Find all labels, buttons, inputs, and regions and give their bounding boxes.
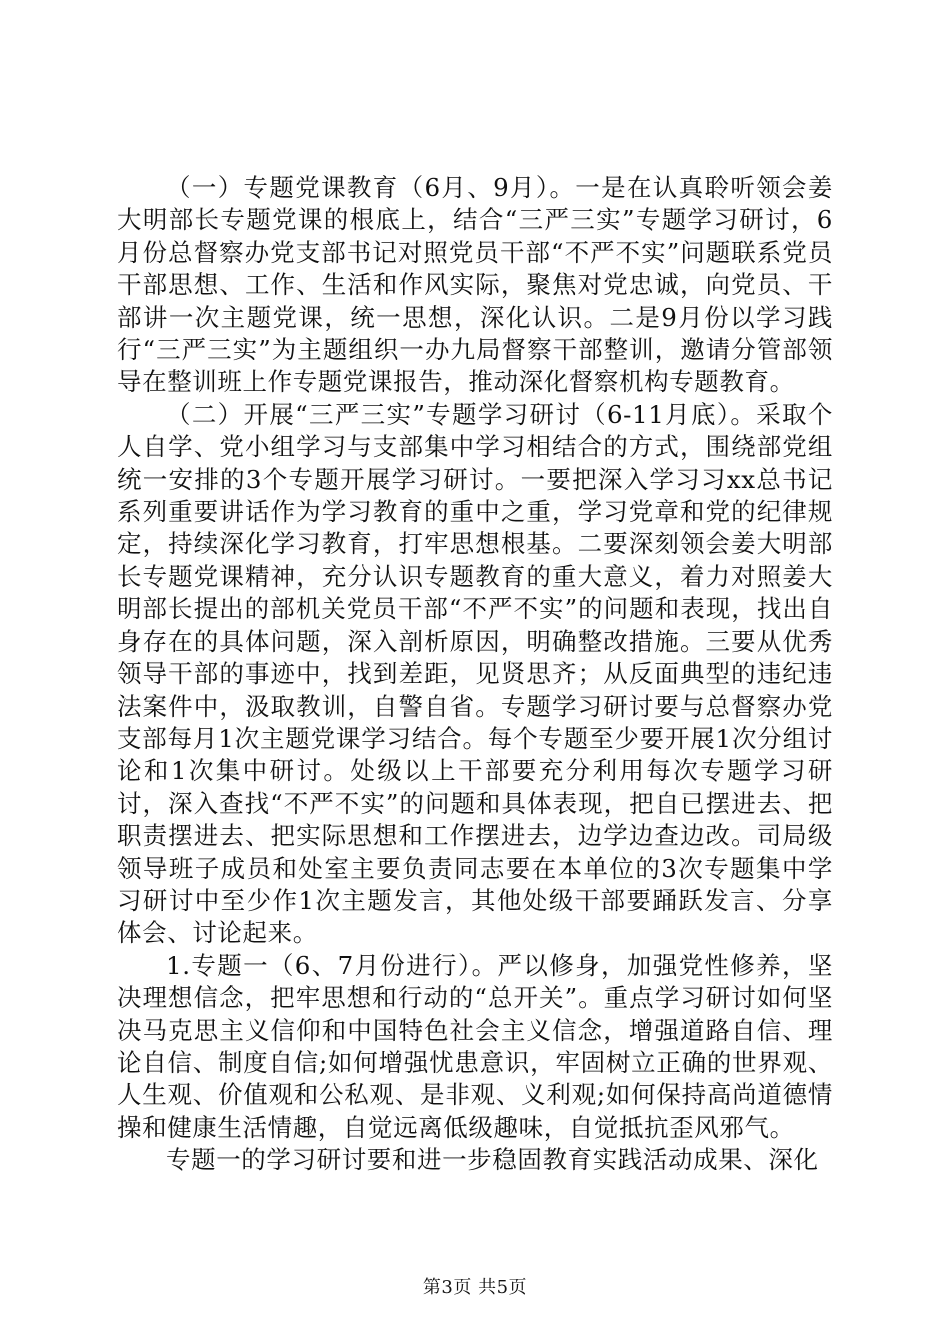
paragraph-topic-one-continued: 专题一的学习研讨要和进一步稳固教育实践活动成果、深化 — [166, 1145, 819, 1175]
paragraph-special-party-lecture: （一）专题党课教育（6月、9月）。一是在认真聆听领会姜大明部长专题党课的根底上，结合“三严三实”专题学习研讨，6月份总督察办党支部书记对照党员干部“不严不实”问题联系党员干部思想、工作、生活和作风实际，聚焦对党忠诚，向党员、干部讲一次主题党课，统一思想，深化认识。二是9月份以学习践行“三严三实”为主题组织一办九局督察干部整训，邀请分管部领导在整训班上作专题党课报告，推动深化督察机构专题教育。 — [117, 173, 833, 397]
paragraph-topic-one: 1.专题一（6、7月份进行）。严以修身，加强党性修养，坚决理想信念，把牢思想和行动的“总开关”。重点学习研讨如何坚决马克思主义信仰和中国特色社会主义信念，增强道路自信、理论自信、制度自信;如何增强忧患意识，牢固树立正确的世界观、人生观、价值观和公私观、是非观、义利观;如何保持高尚道德情操和健康生活情趣，自觉远离低级趣味，自觉抵抗歪风邪气。 — [117, 950, 833, 1142]
document-body — [117, 172, 833, 1177]
page-footer: 第3页 共5页 — [422, 1277, 528, 1298]
paragraph-study-discussion: （二）开展“三严三实”专题学习研讨（6-11月底）。采取个人自学、党小组学习与支部集中学习相结合的方式，围绕部党组统一安排的3个专题开展学习研讨。一要把深入学习习xx总书记系列重要讲话作为学习教育的重中之重，学习党章和党的纪律规定，持续深化学习教育，打牢思想根基。二要深刻领会姜大明部长专题党课精神，充分认识专题教育的重大意义，着力对照姜大明部长提出的部机关党员干部“不严不实”的问题和表现，找出自身存在的具体问题，深入剖析原因，明确整改措施。三要从优秀领导干部的事迹中，找到差距，见贤思齐；从反面典型的违纪违法案件中，汲取教训，自警自省。专题学习研讨要与总督察办党支部每月1次主题党课学习结合。每个专题至少要开展1次分组讨论和1次集中研讨。处级以上干部要充分利用每次专题学习研讨，深入查找“不严不实”的问题和具体表现，把自已摆进去、把职责摆进去、把实际思想和工作摆进去，边学边查边改。司局级领导班子成员和处室主要负责同志要在本单位的3次专题集中学习研讨中至少作1次主题发言，其他处级干部要踊跃发言、分享体会、讨论起来。 — [117, 399, 833, 948]
